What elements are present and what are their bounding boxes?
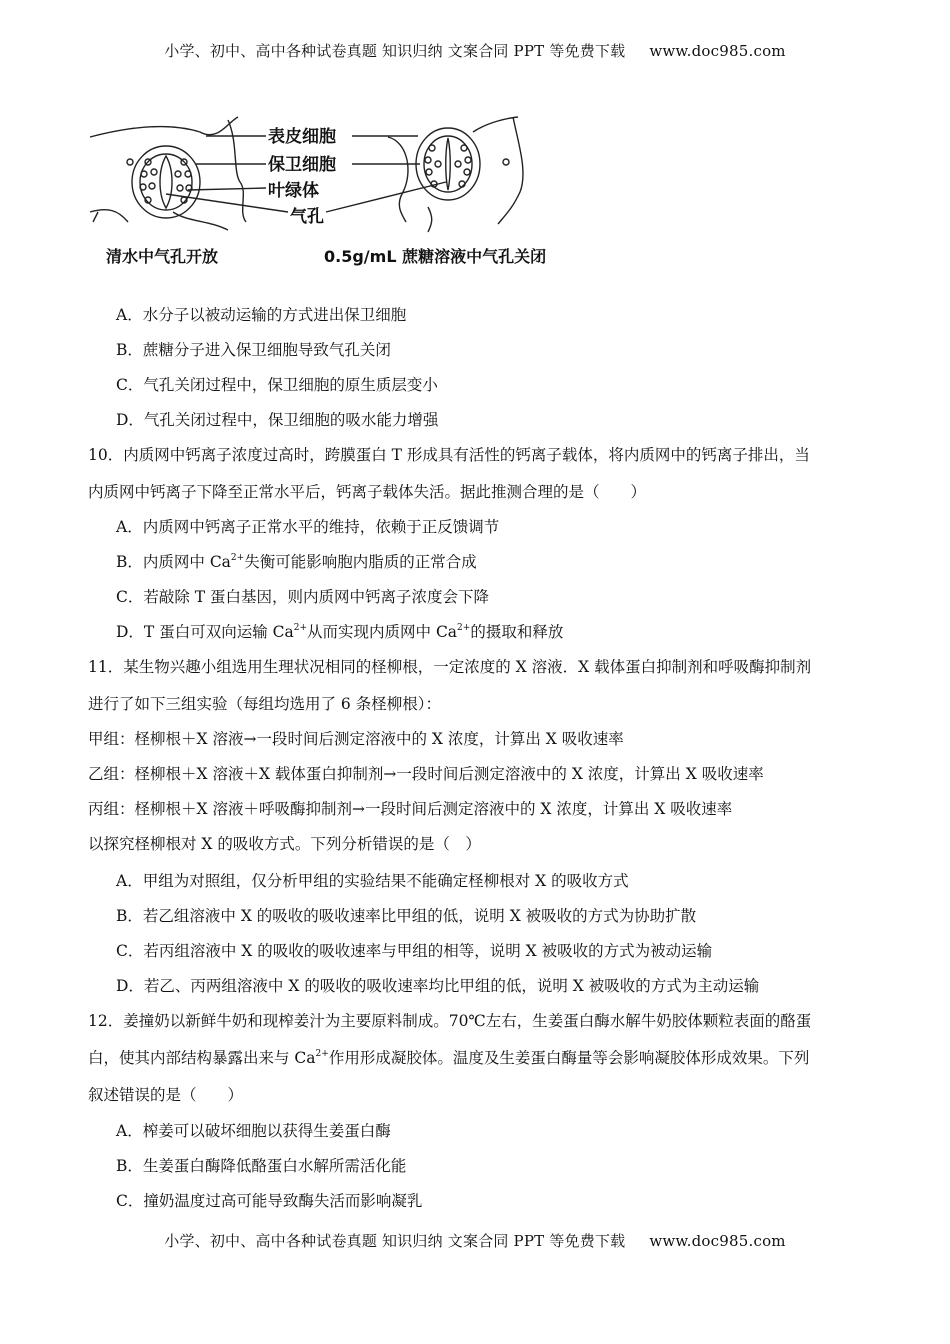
q12-stem-line2 [88, 1048, 809, 1068]
left-cell-wall-1 [90, 127, 200, 137]
q10-optd-pre: D．T 蛋白可双向运输 Ca [116, 623, 294, 641]
label-stoma: 气孔 [290, 207, 324, 227]
q11-group-a: 甲组：柽柳根＋X 溶液→一段时间后测定溶液中的 X 浓度，计算出 X 吸收速率 [88, 730, 624, 748]
footer-text: 小学、初中、高中各种试卷真题 知识归纳 文案合同 PPT 等免费下载 [164, 1232, 626, 1250]
left-guard-inner [140, 154, 192, 210]
header-text: 小学、初中、高中各种试卷真题 知识归纳 文案合同 PPT 等免费下载 [164, 42, 626, 60]
q11-stem-line3: 以探究柽柳根对 X 的吸收方式。下列分析错误的是（ ） [88, 835, 481, 853]
label-epidermal-cell: 表皮细胞 [268, 127, 336, 147]
footer-site: www.doc985.com [649, 1232, 786, 1250]
q10-optd-sup1: 2+ [293, 623, 308, 633]
q10-option-a: A．内质网中钙离子正常水平的维持，依赖于正反馈调节 [116, 518, 500, 536]
label-guard-cell: 保卫细胞 [268, 155, 336, 175]
page-header [0, 40, 950, 61]
q12-option-c: C．撞奶温度过高可能导致酶失活而影响凝乳 [116, 1192, 423, 1210]
q10-optd-mid: 从而实现内质网中 Ca [307, 623, 458, 641]
q12-stem2-sup: 2+ [315, 1049, 329, 1059]
q10-optd-sup2: 2+ [457, 623, 471, 633]
q9-option-a: A．水分子以被动运输的方式进出保卫细胞 [116, 306, 407, 324]
q9-option-c: C．气孔关闭过程中，保卫细胞的原生质层变小 [116, 376, 438, 394]
q11-group-b: 乙组：柽柳根＋X 溶液＋X 载体蛋白抑制剂→一段时间后测定溶液中的 X 浓度，计算出 X 吸收速率 [88, 765, 764, 783]
q10-optb-pre: B．内质网中 Ca [116, 553, 231, 571]
q12-stem2-post: 作用形成凝胶体。温度及生姜蛋白酶量等会影响凝胶体形成效果。下列 [328, 1049, 810, 1067]
q9-option-d: D．气孔关闭过程中，保卫细胞的吸水能力增强 [116, 411, 439, 429]
q10-stem-line2: 内质网中钙离子下降至正常水平后，钙离子载体失活。据此推测合理的是（ ） [88, 483, 647, 501]
right-stoma-pore [446, 138, 451, 190]
q10-option-d [116, 622, 563, 642]
right-chloroplasts [425, 145, 471, 187]
q11-option-c: C．若丙组溶液中 X 的吸收的吸收速率与甲组的相等，说明 X 被吸收的方式为被动运输 [116, 942, 713, 960]
q12-stem-line3: 叙述错误的是（ ） [88, 1086, 244, 1104]
q11-option-a: A．甲组为对照组，仅分析甲组的实验结果不能确定柽柳根对 X 的吸收方式 [116, 872, 629, 890]
q12-stem2-pre: 白，使其内部结构暴露出来与 Ca [88, 1049, 316, 1067]
q12-option-a: A．榨姜可以破坏细胞以获得生姜蛋白酶 [116, 1122, 391, 1140]
left-cell-wall-5 [93, 212, 98, 222]
q10-optd-post: 的摄取和释放 [470, 623, 564, 641]
q10-option-b [116, 552, 477, 572]
right-cell-wall-2 [473, 117, 518, 132]
right-cell-wall-4 [428, 207, 432, 232]
q11-option-b: B．若乙组溶液中 X 的吸收的吸收速率比甲组的低，说明 X 被吸收的方式为协助扩散 [116, 907, 697, 925]
q12-stem-line1: 12．姜撞奶以新鲜牛奶和现榨姜汁为主要原料制成。70℃左右，生姜蛋白酶水解牛奶胶体颗粒表面的酪蛋 [88, 1012, 812, 1030]
right-cell-wall-3 [498, 117, 523, 224]
q9-option-b: B．蔗糖分子进入保卫细胞导致气孔关闭 [116, 341, 391, 359]
q11-stem-line2: 进行了如下三组实验（每组均选用了 6 条柽柳根）： [88, 695, 441, 713]
left-nucleus [127, 159, 133, 165]
page-footer [0, 1230, 950, 1251]
right-cell-wall-1 [388, 137, 408, 222]
q10-option-c: C．若敲除 T 蛋白基因，则内质网中钙离子浓度会下降 [116, 588, 490, 606]
caption-open: 清水中气孔开放 [106, 247, 219, 266]
caption-closed: 0.5g/mL 蔗糖溶液中气孔关闭 [324, 247, 547, 266]
left-stoma-pore [160, 156, 172, 208]
q10-optb-sup: 2+ [230, 553, 245, 563]
right-nucleus [503, 159, 509, 165]
q10-optb-post: 失衡可能影响胞内脂质的正常合成 [244, 553, 477, 571]
q10-stem-line1: 10．内质网中钙离子浓度过高时，跨膜蛋白 T 形成具有活性的钙离子载体，将内质网中的钙离子排出，当 [88, 446, 810, 464]
q11-option-d: D．若乙、丙两组溶液中 X 的吸收的吸收速率均比甲组的低，说明 X 被吸收的方式为主动运输 [116, 977, 760, 995]
q12-option-b: B．生姜蛋白酶降低酪蛋白水解所需活化能 [116, 1157, 407, 1175]
q11-group-c: 丙组：柽柳根＋X 溶液＋呼吸酶抑制剂→一段时间后测定溶液中的 X 浓度，计算出 X 吸收速率 [88, 800, 733, 818]
label-chloroplast: 叶绿体 [268, 181, 319, 201]
q11-stem-line1: 11．某生物兴趣小组选用生理状况相同的柽柳根，一定浓度的 X 溶液．X 载体蛋白抑制剂和呼吸酶抑制剂 [88, 658, 812, 676]
stomata-figure [88, 112, 608, 282]
header-site: www.doc985.com [649, 42, 786, 60]
